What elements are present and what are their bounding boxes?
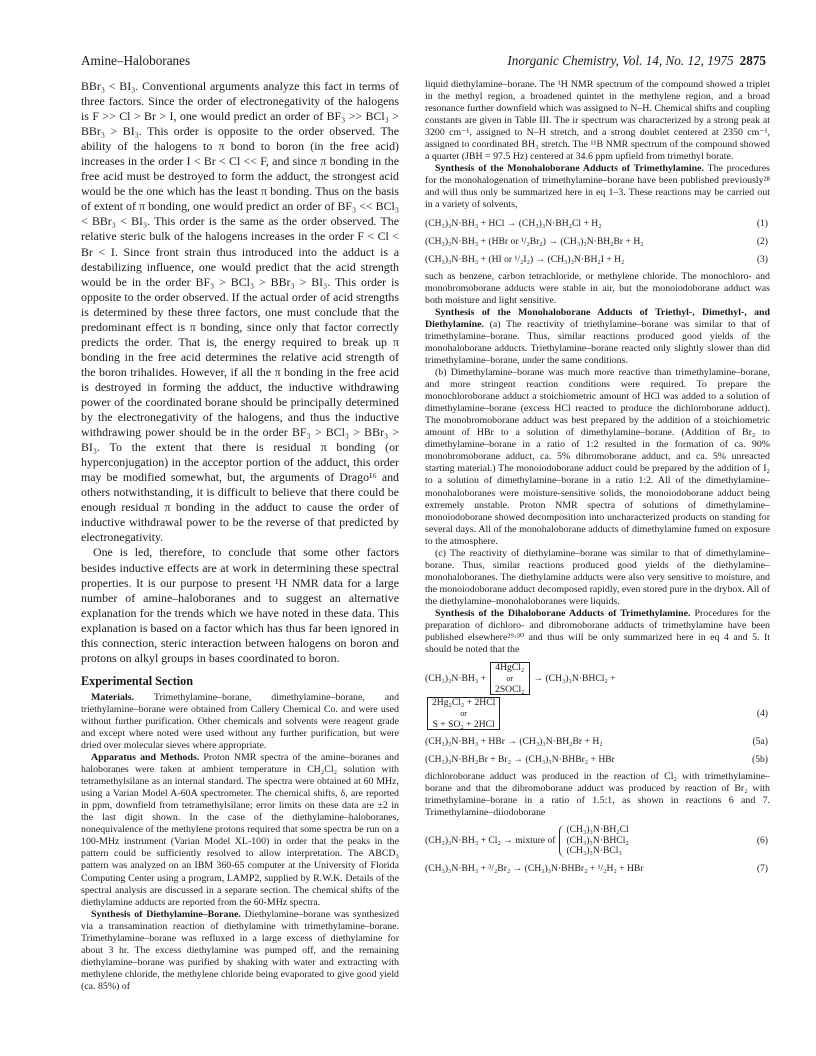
synthesis-paragraph: Synthesis of Diethylamine–Borane. Diethylamine–borane was synthesized via a transamination reaction of diethylamine with trimethylamine–borane. Trimethylamine–borane was refluxed in a large excess of diethylamine for about 3 hr. The excess diethylamine was pumped off, and the remaining diethylamine–borane was purified by shaking with water and extracting with methylene chloride, the methylene chloride being evaporated to give good yield (ca. 85%) of: [81, 908, 400, 992]
mixture-brace: (CH₃)₃N·BH₂Cl (CH₃)₃N·BHCl₂ (CH₃)₃N·BCl₃: [559, 825, 628, 857]
run-in-heading: Synthesis of Diethylamine–Borane.: [91, 908, 241, 920]
run-in-heading: Synthesis of the Monohaloborane Adducts of Triethyl-, Dimethyl-, and Diethylamine.: [425, 306, 770, 330]
equation-2: (CH₃)₃N·BH₃ + (HBr or ¹/₂Br₂) → (CH₃)₃N·BH₂Br + H₂ (2): [425, 235, 768, 247]
page-number: 2875: [739, 53, 766, 68]
paragraph: Synthesis of the Monohaloborane Adducts of Triethyl-, Dimethyl-, and Diethylamine. (a) The reactivity of triethylamine–borane was similar to that of trimethylamine–borane. Thus, similar reactions produced good yields of the monohaloborane adducts. Triethylamine–borane reacted only slightly slower than did trimethylamine–borane, under the same conditions.: [425, 306, 770, 366]
left-column: [81, 79, 399, 993]
journal-citation: Inorganic Chemistry, Vol. 14, No. 12, 1975: [507, 53, 734, 68]
equation-number: (7): [756, 862, 768, 874]
equation-number: (6): [756, 835, 768, 847]
equation-7: (CH₃)₃N·BH₃ + ³/₂Br₂ → (CH₃)₃N·BHBr₂ + ¹/₂H₂ + HBr (7): [425, 862, 768, 874]
equation-5a: (CH₃)₃N·BH₃ + HBr → (CH₃)₃N·BH₂Br + H₂ (5a): [425, 736, 768, 748]
equation-number: (3): [756, 253, 768, 265]
equation-3: (CH₃)₃N·BH₃ + (HI or ¹/₂I₂) → (CH₃)₃N·BH₂I + H₂ (3): [425, 253, 768, 265]
run-in-heading: Synthesis of the Monohaloborane Adducts of Trimethylamine.: [435, 163, 704, 175]
run-in-heading: Synthesis of the Dihaloborane Adducts of Trimethylamine.: [435, 607, 691, 619]
equation-number: (5b): [752, 754, 768, 766]
intro-paragraph: One is led, therefore, to conclude that some other factors besides inductive effects are at work in determining these spectral properties. It is our purpose to present ¹H NMR data for a large number of amine–haloboranes and to suggest an alternative explanation for the trends which we have noted in these data. This explanation is based on a factor which has thus far been ignored in this connection, steric interaction between halogens on boron and protons on alkyl groups in bases coordinated to boron.: [81, 545, 399, 665]
intro-paragraph: BBr₃ < BI₃. Conventional arguments analyze this fact in terms of three factors. Since the order of electronegativity of the halogens is F >> Cl > Br > I, one would predict an order of BF₃ >> BCl₃ > BBr₃ > BI₃. This order is opposite to the order observed. The ability of the halogens to π bond to boron (in the free acid) increases in the order I < Br < Cl << F, and since π bonding in the free acid must be destroyed to form the adduct, the strongest acid would be the one which has the least π bonding. Thus on the basis of extent of π bonding, one would predict an order of BF₃ << BCl₃ < BBr₃ < BI₃. This order is the same as the order observed. The relative steric bulk of the halogens increases in the order F < Cl < Br < I. Since front strain thus introduced into the adduct is a destabilizing influence, one would predict that the acid strength would be in the order BF₃ > BCl₃ > BBr₃ > BI₃. This order is opposite to the order observed. If the actual order of acid strengths is determined by these three factors, one must conclude that the predominant effect is π bonding, since only that factor correctly predicts the order. That is, the energy required to break up π bonding in the free acid determines the relative acid strength of the boron trihalides. However, if all the π bonding in the free acid is destroyed in forming the adduct, the inductive withdrawing power of the coordinated borane should be principally determined by the electronegativity of the halogens, and thus the inductive withdrawing power should be in the order BF₃ > BCl₃ > BBr₃ > BI₃. To the extent that there is residual π bonding (or hyperconjugation) in the acceptor portion of the adduct, this order may be modified somewhat, but, the arguments of Drago¹⁶ and others notwithstanding, it is difficult to believe that there could be enough residual π bonding in the adduct to cause the order of inductive withdrawal power to be the reverse of that predicted by electronegativity.: [81, 79, 399, 545]
materials-paragraph: Materials. Trimethylamine–borane, dimethylamine–borane, and triethylamine–borane were obtained from Callery Chemical Co. and were used without further purification. Other chemicals and solvents were reagent grade and except where noted were used without any further purification, but were dried over molecular sieves where appropriate.: [81, 691, 400, 752]
equation-number: (4): [756, 707, 768, 719]
equation-number: (2): [756, 235, 768, 247]
section-heading: Experimental Section: [81, 673, 194, 688]
paragraph: Synthesis of the Dihaloborane Adducts of Trimethylamine. Procedures for the preparation of dichloro- and dibromoborane adducts of trimethylamine have been published elsewhere²⁹·³⁰ and thus will be only summarized here in eq 4 and 5. It should be noted that the: [425, 607, 771, 656]
equation-4-products: [427, 697, 770, 730]
equation-1: (CH₃)₃N·BH₃ + HCl → (CH₃)₃N·BH₂Cl + H₂ (1): [425, 217, 768, 229]
product-bracket: 2Hg₂Cl₂ + 2HCl or S + SO₂ + 2HCl: [427, 697, 500, 730]
reagent-bracket: 4HgCl₂ or 2SOCl₂: [490, 662, 529, 695]
intro-text: [81, 79, 399, 666]
run-in-heading: Materials.: [91, 691, 135, 703]
paragraph: liquid diethylamine–borane. The ¹H NMR spectrum of the compound showed a triplet in the methyl region, a broadened quintet in the methylene region, and a broad resonance further downfield which was assigned to N–H. Chemical shifts and coupling constants are given in Table III. The ir spectrum was characterized by a strong peak at 3200 cm⁻¹, assigned to N–H stretch, and a strong doublet centered at 2350 cm⁻¹, assigned to coordinated BH₃ stretch. The ¹¹B NMR spectrum of the compound showed a quartet (JBH = 97.5 Hz) centered at 34.6 ppm upfield from trimethyl borate.: [425, 79, 770, 163]
paragraph: dichloroborane adduct was produced in the reaction of Cl₂ with trimethylamine–borane and that the dibromoborane adduct was produced by reaction of Br₂ with trimethylamine–borane in a ratio of 1.5:1, as shown in reactions 6 and 7. Trimethylamine–diiodoborane: [425, 771, 770, 819]
paragraph: (c) The reactivity of diethylamine–borane was similar to that of dimethylamine–borane. Thus, similar reactions produced good yields of the diethylamine–monohaloboranes. The diethylamine adducts were also very sensitive to moisture, and the monoiodoborane adduct decomposed rapidly, even stored pure in the drybox. All of the diethylamine–monohaloboranes were liquids.: [425, 547, 770, 607]
equation-4: (CH₃)₃N·BH₃ + 4HgCl₂ or 2SOCl₂ → (CH₃)₃N·BHCl₂ +: [425, 662, 616, 696]
apparatus-paragraph: Apparatus and Methods. Proton NMR spectra of the amine–boranes and haloboranes were taken at ambient temperature in CH₂Cl₂ solution with tetramethylsilane as an internal standard. The spectra were obtained at 60 MHz, using a Varian Model A-60A spectrometer. The chemical shifts, δ, are reported in ppm, downfield from tetramethylsilane; error limits on these data are ±2 in the last digit shown. In the case of the diethylamine–haloboranes, nonequivalence of the methylene protons required that some spectra be run on a 100-MHz instrument (Varian Model XL-100) in order that the peaks in the pattern could be sufficiently resolved to allow interpretation. The ABCD₃ pattern was analyzed on an IBM 360-65 computer at the University of Florida Computing Center using a program, LAMP2, supplied by R.W.K. Details of the spectral analysis are discussed in a separate section. The chemical shifts of the diethylamine adducts are reported from the 60-MHz spectra.: [81, 752, 400, 908]
equation-5b: (CH₃)₃N·BH₂Br + Br₂ → (CH₃)₃N·BHBr₂ + HBr (5b): [425, 754, 768, 766]
equation-number: (5a): [752, 736, 768, 748]
running-head-right: [507, 53, 766, 69]
paragraph: (b) Dimethylamine–borane was much more reactive than trimethylamine–borane, and more stringent reaction conditions were required. To prepare the monochloroborane adduct a stoichiometric amount of HCl was added to a solution of dimethylamine–borane (excess HCl reacted to produce the dichloroborane adduct). The monobromoborane adduct was best prepared by the addition of a stoichiometric amount of HBr to a solution of dimethylamine–borane. (Addition of Br₂ to dimethylamine–borane in a ratio of 1:2 resulted in the formation of ca. 90% monobromoborane adduct, ca. 5% dibromoborane adduct, and ca. 5% unreacted starting material.) The monoiodoborane adduct could be prepared by the addition of I₂ to a solution of dimethylamine–borane in a ratio 1:2. All of the dimethylamine–monohaloboranes were moisture-sensitive solids, the monoiodoborane adduct being extremely unstable. Proton NMR spectra of solutions of dimethylamine–monoiodoborane showed decomposition into uncharacterized products on standing for several days. All of the monohaloborane adducts of dimethylamine fumed on exposure to the atmosphere.: [425, 367, 770, 547]
paragraph: Synthesis of the Monohaloborane Adducts of Trimethylamine. The procedures for the monohalogenation of trimethylamine–borane have been published previously²⁸ and will thus only be summarized here in eq 1–3. These reactions may be carried out in a variety of solvents,: [425, 163, 770, 211]
right-column: [425, 79, 770, 880]
run-in-heading: Apparatus and Methods.: [91, 752, 200, 764]
experimental-text: [81, 692, 399, 993]
paragraph: such as benzene, carbon tetrachloride, or methylene chloride. The monochloro- and monobromoborane adducts were stable in air, but the monoiodoborane adduct was both moisture and light sensitive.: [425, 270, 770, 306]
running-head-left: Amine–Haloboranes: [81, 53, 191, 68]
equation-number: (1): [756, 217, 768, 229]
equation-6: (CH₃)₃N·BH₃ + Cl₂ → mixture of (CH₃)₃N·BH₂Cl (CH₃)₃N·BHCl₂ (CH₃)₃N·BCl₃ (6): [425, 824, 768, 857]
